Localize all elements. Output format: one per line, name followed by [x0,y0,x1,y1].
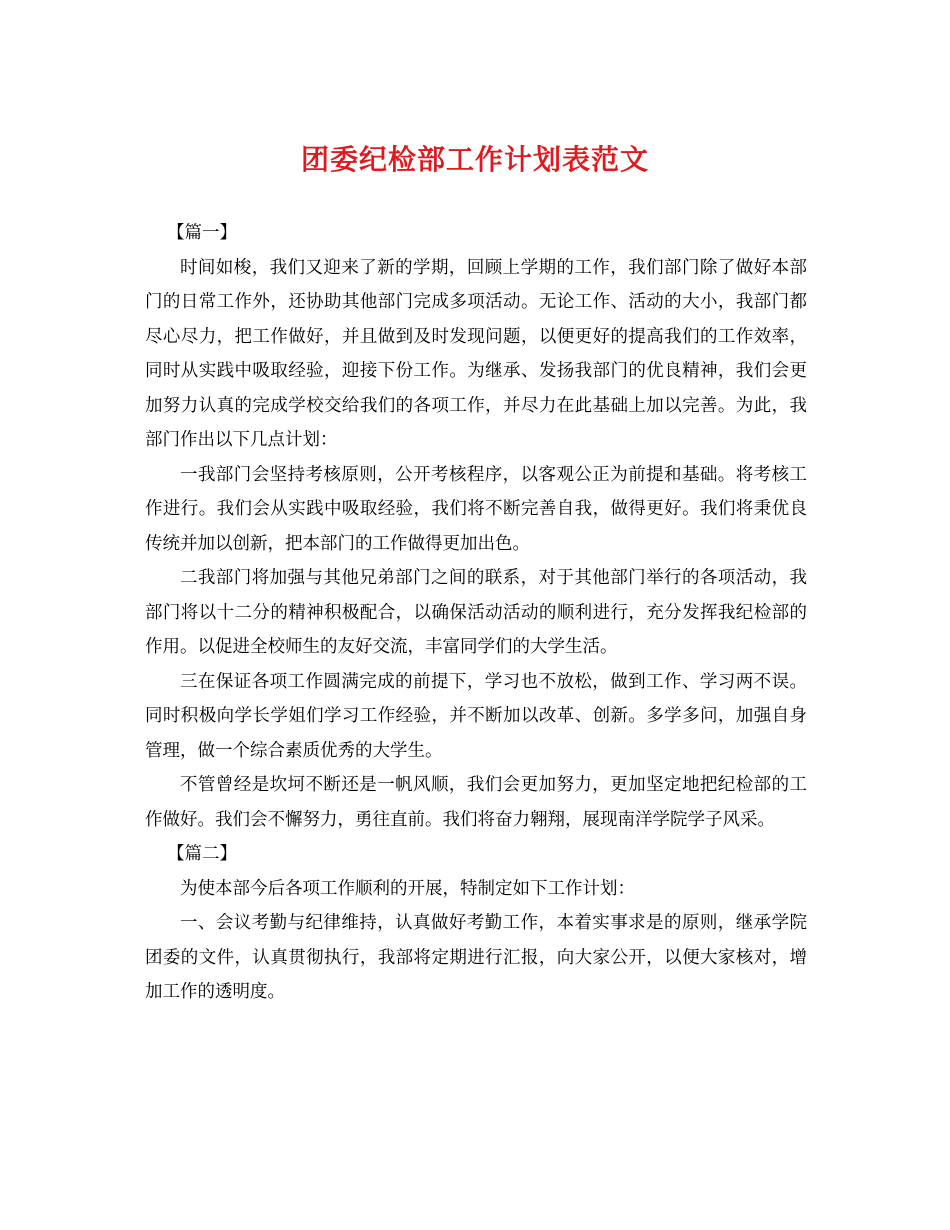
paragraph: 为使本部今后各项工作顺利的开展，特制定如下工作计划： [180,878,635,899]
paragraph: 三在保证各项工作圆满完成的前提下，学习也不放松，做到工作、学习两不误。同时积极向学长学姐们学习工作经验，并不断加以改革、创新。多学多问，加强自身管理，做一个综合素质优秀的大学生。 [145,671,807,761]
paragraph: 一、会议考勤与纪律维持，认真做好考勤工作，本着实事求是的原则，继承学院团委的文件，认真贯彻执行，我部将定期进行汇报，向大家公开，以便大家核对，增加工作的透明度。 [145,913,807,1002]
document-title: 团委纪检部工作计划表范文 [300,143,649,176]
paragraph: 一我部门会坚持考核原则，公开考核程序，以客观公正为前提和基础。将考核工作进行。我们会从实践中吸取经验，我们将不断完善自我，做得更好。我们将秉优良传统并加以创新，把本部门的工作做得更加出色。 [145,464,807,554]
section-heading-1: 【篇一】 [167,223,237,243]
paragraph: 二我部门将加强与其他兄弟部门之间的联系，对于其他部门举行的各项活动，我部门将以十二分的精神积极配合，以确保活动活动的顺利进行，充分发挥我纪检部的作用。以促进全校师生的友好交流，丰富同学们的大学生活。 [145,568,807,657]
section-heading-2: 【篇二】 [167,844,237,864]
paragraph: 不管曾经是坎坷不断还是一帆风顺，我们会更加努力，更加坚定地把纪检部的工作做好。我们会不懈努力，勇往直前。我们将奋力翱翔，展现南洋学院学子风采。 [145,775,807,830]
document-body [145,216,807,1010]
paragraph: 时间如梭，我们又迎来了新的学期，回顾上学期的工作，我们部门除了做好本部门的日常工作外，还协助其他部门完成多项活动。无论工作、活动的大小，我部门都尽心尽力，把工作做好，并且做到及时发现问题，以便更好的提高我们的工作效率，同时从实践中吸取经验，迎接下份工作。为继承、发扬我部门的优良精神，我们会更加努力认真的完成学校交给我们的各项工作，并尽力在此基础上加以完善。为此，我部门作出以下几点计划： [145,257,807,450]
